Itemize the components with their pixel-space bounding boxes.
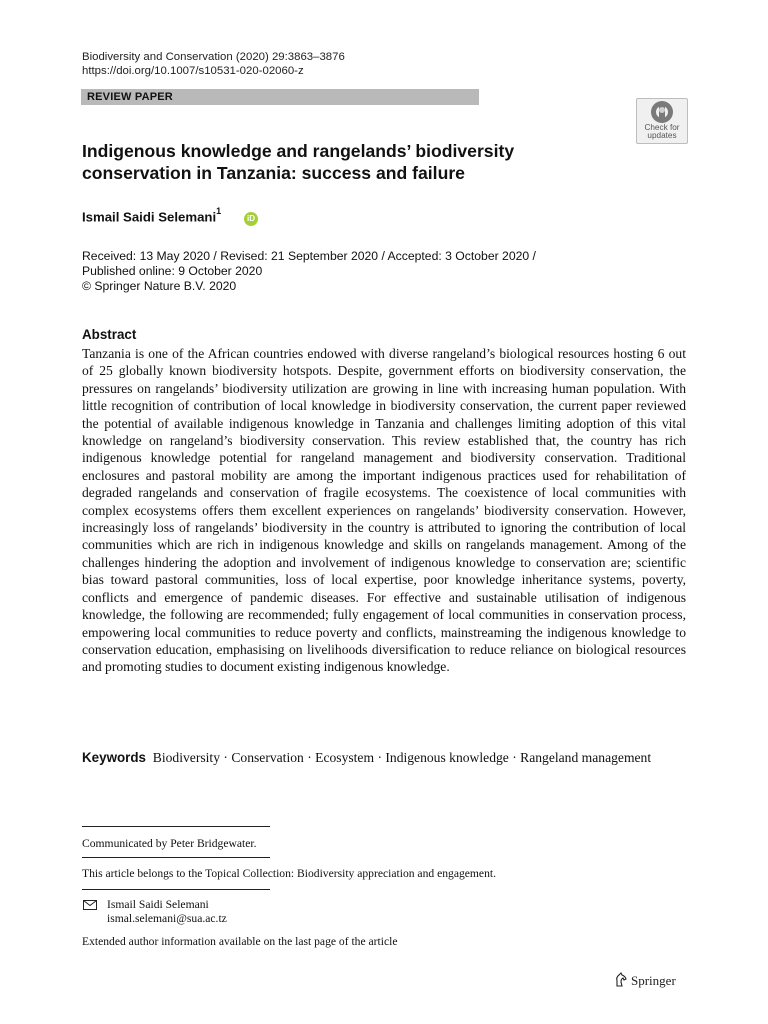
crossmark-icon: [637, 100, 687, 124]
author-line: [82, 208, 221, 224]
abstract-text: Tanzania is one of the African countries endowed with diverse rangeland’s biological resources hosting 6 out of 25 globally known biodiversity hotspots. Despite, government efforts on biodiversity conservation, the pressures on rangelands’ biodiversity utilization are growing in line with increasing human population. With little recognition of contribution of local knowledge in biodiversity conservation, the current paper reviewed the potential of available indigenous knowledge in Tanzania and challenges limiting adoption of this vital knowledge on rangeland’s biodiversity conservation. This review established that, the country has rich indigenous knowledge potential for rangeland management and biodiversity conservation. Traditional enclosures and pastoral mobility are among the important indigenous practices used for rehabilitation of degraded rangelands and conservation of fragile ecosystems. The coexistence of local communities with complex ecosystems offers them excellent experiences on rangelands’ biodiversity conservation. However, increasingly loss of rangelands’ biodiversity in the country is attributed to ignoring the contribution of local communities which are rich in indigenous knowledge and skills on rangelands management. Among of the challenges hindering the adoption and involvement of indigenous knowledge to conservation are; scientific bias toward pastoral communities, loss of local expertise, poor knowledge inheritance systems, poverty, conflicts and emergence of pandemic diseases. For effective and sustainable utilisation of indigenous knowledge, the following are recommended; fully engagement of local communities in conservation process, empowering local communities to reduce poverty and conflicts, mainstreaming the indigenous knowledge to conservation education, emphasising on livelihoods diversification to reduce reliance on biological resources and promoting studies to document existing indigenous knowledge.: [82, 346, 686, 675]
copyright-line: © Springer Nature B.V. 2020: [82, 279, 237, 293]
title-line-1: Indigenous knowledge and rangelands’ biodiversity: [82, 141, 515, 161]
keywords-label: Keywords: [82, 750, 146, 765]
abstract-heading: Abstract: [82, 327, 137, 342]
topical-collection-note: This article belongs to the Topical Collection: Biodiversity appreciation and engagement.: [82, 867, 496, 880]
publisher-name: Springer: [631, 973, 676, 988]
footnote-divider-3: [82, 889, 270, 890]
springer-horse-icon: [614, 972, 628, 988]
check-for-updates-badge[interactable]: [636, 98, 688, 144]
title-line-2: conservation in Tanzania: success and failure: [82, 163, 465, 183]
journal-citation: Biodiversity and Conservation (2020) 29:3863–3876: [82, 51, 345, 63]
communicated-by: Communicated by Peter Bridgewater.: [82, 837, 257, 850]
footnote-divider-2: [82, 857, 270, 858]
orcid-icon[interactable]: iD: [244, 212, 258, 226]
envelope-icon: [83, 900, 97, 910]
article-type-bar: [81, 89, 479, 105]
footnote-divider: [82, 826, 270, 827]
extended-author-info: Extended author information available on the last page of the article: [82, 935, 398, 948]
crossmark-label-2: updates: [647, 131, 677, 140]
received-dates: Received: 13 May 2020 / Revised: 21 September 2020 / Accepted: 3 October 2020 /: [82, 249, 536, 263]
article-title: [82, 140, 622, 184]
keywords-list: Biodiversity · Conservation · Ecosystem · Indigenous knowledge · Rangeland management: [152, 750, 652, 765]
springer-logo: [614, 972, 676, 989]
article-type-label: REVIEW PAPER: [87, 91, 173, 103]
crossmark-label-1: Check for: [644, 123, 680, 132]
contact-name: Ismail Saidi Selemani: [107, 898, 209, 911]
contact-email[interactable]: ismal.selemani@sua.ac.tz: [107, 912, 227, 925]
author-name[interactable]: Ismail Saidi Selemani: [82, 209, 217, 225]
affiliation-mark: 1: [216, 206, 222, 216]
published-date: Published online: 9 October 2020: [82, 264, 263, 278]
keywords-block: [82, 749, 686, 767]
doi-link[interactable]: https://doi.org/10.1007/s10531-020-02060-z: [82, 65, 304, 77]
